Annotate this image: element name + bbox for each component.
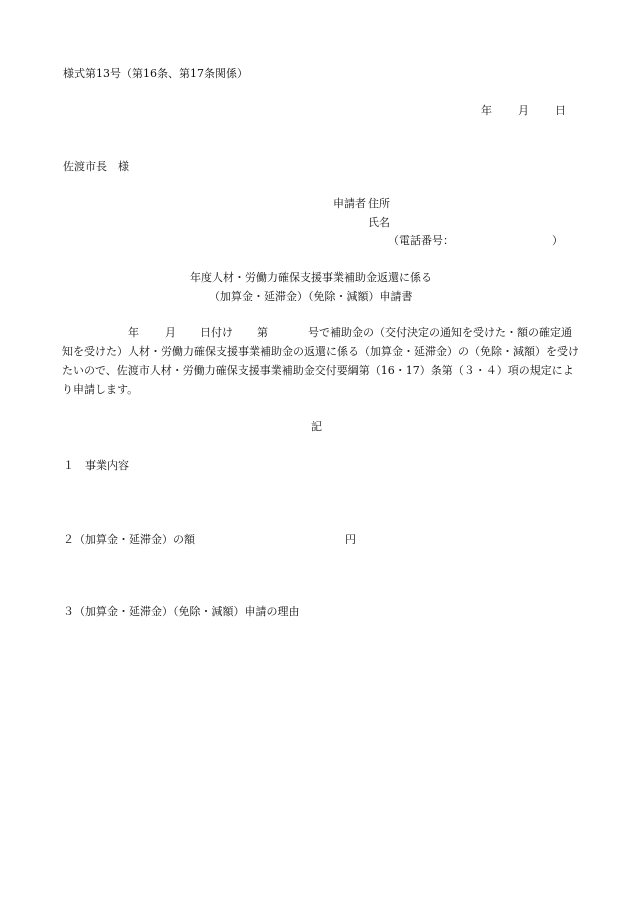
date-day-label: 日 <box>555 104 566 117</box>
ki-heading: 記 <box>311 420 322 433</box>
body-dai: 第 <box>257 326 268 339</box>
item-3-reason: ３（加算金・延滞金）（免除・減額）申請の理由 <box>63 605 300 618</box>
form-number: 様式第13号（第16条、第17条関係） <box>63 67 248 80</box>
applicant-phone-label: （電話番号： <box>388 234 454 247</box>
body-paragraph <box>62 323 582 399</box>
body-text: 号で補助金の（交付決定の通知を受けた・額の確定通知を受けた）人材・労働力確保支援事業補助金の返還に係る（加算金・延滞金）の（免除・減額）を受けたいので、佐渡市人材・労働力確保支援事業補助金交付要綱第（16・17）条第（３・４）項の規定により申請します。 <box>62 326 579 396</box>
item-1-business-content: １ 事業内容 <box>63 459 129 472</box>
applicant-address-label: 住所 <box>368 197 390 210</box>
date-year-label: 年 <box>481 104 492 117</box>
item-2-amount: ２（加算金・延滞金）の額 <box>63 533 195 546</box>
applicant-label: 申請者 <box>333 197 366 210</box>
body-month: 月 <box>165 326 176 339</box>
applicant-name-label: 氏名 <box>368 216 390 229</box>
item-2-yen-unit: 円 <box>345 533 356 546</box>
addressee: 佐渡市長 様 <box>63 160 129 173</box>
document-title-line2: （加算金・延滞金）（免除・減額）申請書 <box>209 290 413 303</box>
applicant-phone-close: ） <box>552 234 563 247</box>
date-month-label: 月 <box>518 104 529 117</box>
body-year: 年 <box>128 326 139 339</box>
body-dated: 日付け <box>200 326 233 339</box>
date-line <box>481 103 566 119</box>
document-title-line1: 年度人材・労働力確保支援事業補助金返還に係る <box>190 271 432 284</box>
